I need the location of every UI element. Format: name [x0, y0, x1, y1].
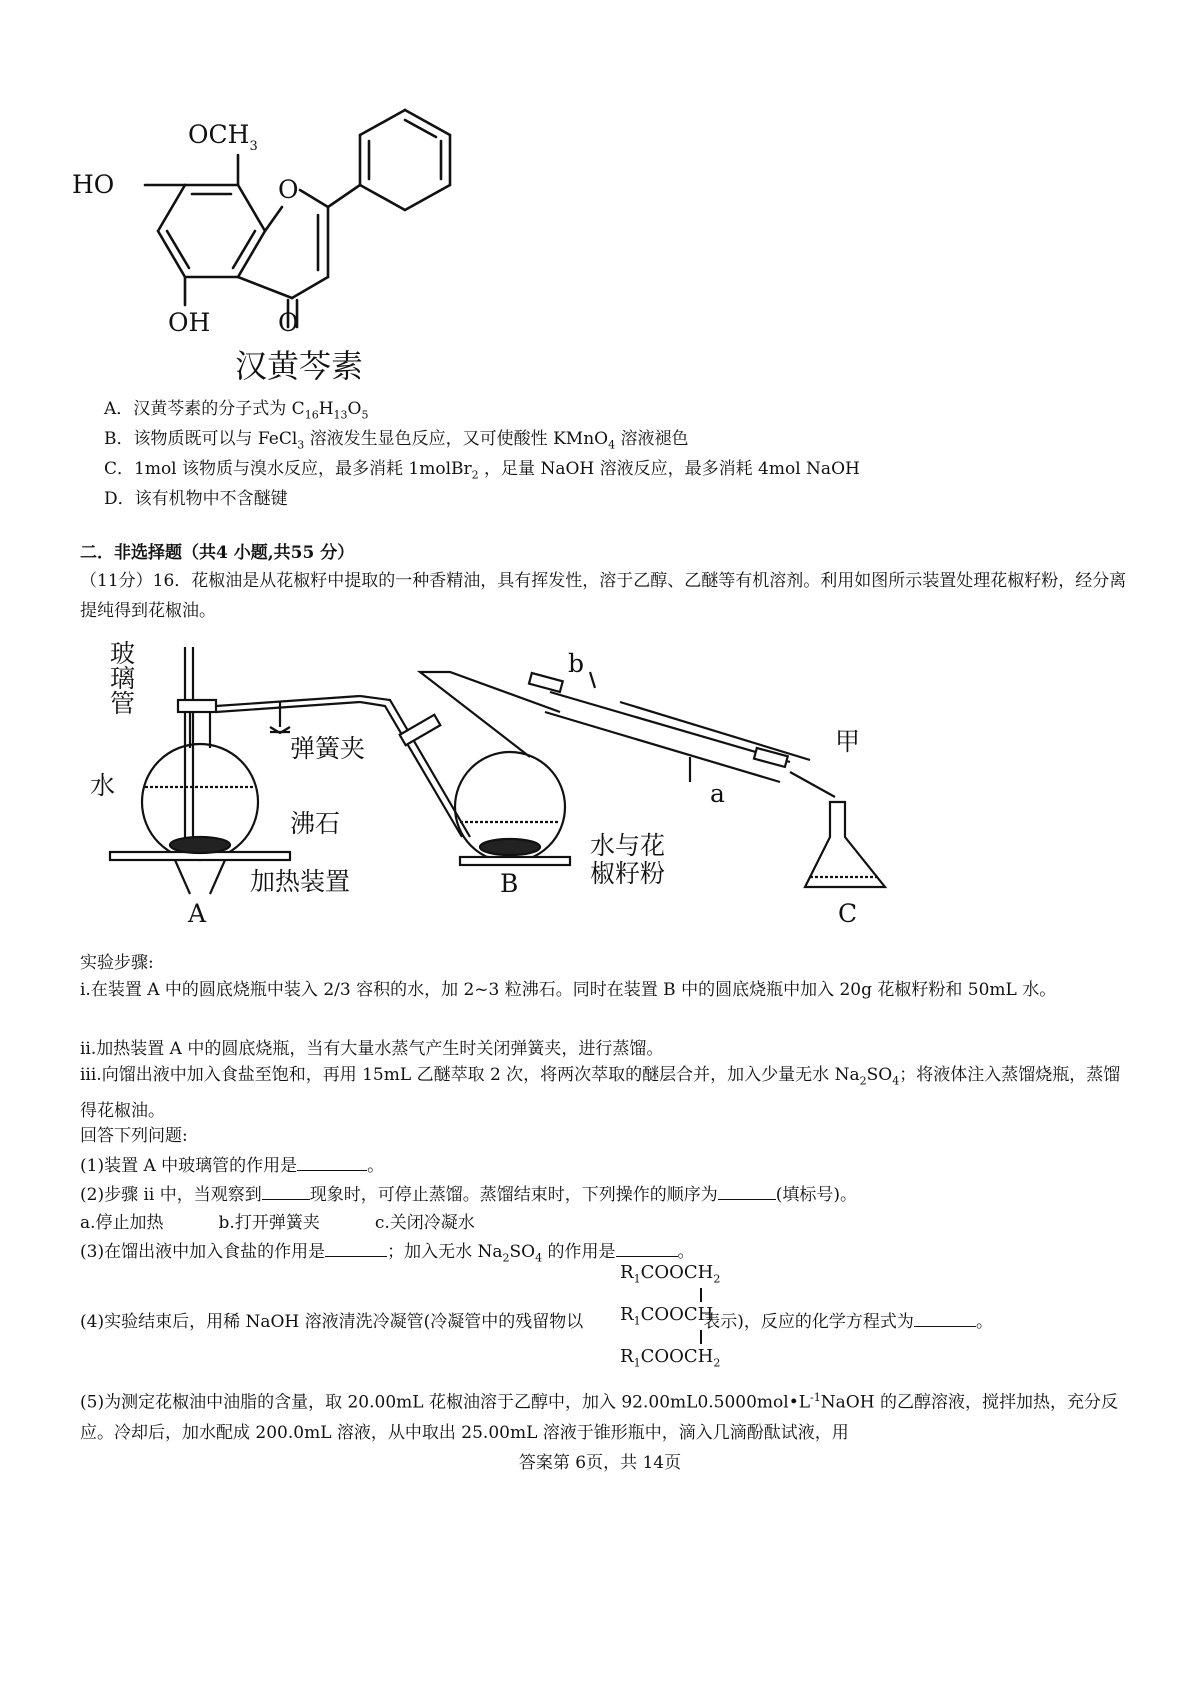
ester-mid: $R_1COOCH$ — [620, 1304, 714, 1328]
oh-label: OH — [168, 308, 211, 337]
step-iii: iii.向馏出液中加入食盐至饱和，再用 15mL 乙醚萃取 2 次，将两次萃取的醚层合并，加入少量无水 $Na_2SO_4$；将液体注入蒸馏烧瓶，蒸馏得花椒油。 — [80, 1065, 1121, 1122]
question-4: (4)实验结束后，用稀 NaOH 溶液清洗冷凝管(冷凝管中的残留物以 表示)，反应的化学方程式为 。 — [80, 1312, 993, 1332]
label-glass-tube-1: 玻 — [110, 639, 136, 668]
page-footer: 答案第 6页，共 14页 — [518, 1453, 682, 1473]
question-2-options: a.停止加热 b.打开弹簧夹 c.关闭冷凝水 — [80, 1213, 475, 1233]
answer-blank-2a[interactable] — [262, 1183, 310, 1200]
option-d: D．该有机物中不含醚键 — [104, 489, 288, 509]
ring-oxygen-label: O — [278, 175, 299, 204]
keto-oxygen-label: O — [278, 308, 299, 337]
label-glass-tube-3: 管 — [110, 689, 136, 718]
ester-bot: $R_1COOCH_2$ — [620, 1346, 721, 1370]
answer-blank-3a[interactable] — [325, 1240, 387, 1257]
label-a: a — [710, 779, 725, 808]
structure-caption: 汉黄芩素 — [235, 347, 364, 385]
question-1: (1)装置 A 中玻璃管的作用是 。 — [80, 1156, 385, 1176]
answer-blank-2b[interactable] — [718, 1183, 776, 1200]
label-glass-tube-2: 璃 — [110, 664, 136, 693]
steps-title: 实验步骤: — [80, 953, 154, 973]
section-heading: 二．非选择题（共4 小题,共55 分） — [80, 543, 355, 563]
label-A: A — [188, 899, 207, 928]
label-water: 水 — [90, 771, 116, 800]
label-heater: 加热装置 — [250, 867, 351, 896]
label-B: B — [500, 869, 519, 898]
label-jia: 甲 — [835, 727, 861, 756]
question-5: (5)为测定花椒油中油脂的含量，取 20.00mL 花椒油溶于乙醇中，加入 $92.00mL0.5000mol•L^{-1}NaOH$ 的乙醇溶液，搅拌加热，充分反应。冷却后，加水配成 200.0mL 溶液，从中取出 25.00mL 溶液于锥形瓶中，滴入几滴酚酞试液，用 — [80, 1391, 1118, 1443]
q16-intro: （11分）16．花椒油是从花椒籽中提取的一种香精油，具有挥发性，溶于乙醇、乙醚等有机溶剂。利用如图所示装置处理花椒籽粉，经分离提纯得到花椒油。 — [80, 571, 1127, 621]
answer-blank-4[interactable] — [914, 1310, 976, 1327]
answer-prompt: 回答下列问题: — [80, 1126, 188, 1146]
label-C: C — [838, 899, 858, 928]
label-clamp: 弹簧夹 — [290, 734, 366, 763]
label-boiling-stone: 沸石 — [290, 809, 341, 838]
label-water-pepper-2: 椒籽粉 — [590, 859, 666, 888]
option-c: C．1mol 该物质与溴水反应，最多消耗 1molBr$_2$ ，足量 NaOH 溶液反应，最多消耗 4mol NaOH — [104, 459, 860, 482]
ho-label: HO — [72, 170, 115, 199]
chemical-structure — [60, 95, 500, 395]
ester-top: $R_1COOCH_2$ — [620, 1262, 721, 1286]
step-i: i.在装置 A 中的圆底烧瓶中装入 2/3 容积的水，加 2~3 粒沸石。同时在装置 B 中的圆底烧瓶中加入 20g 花椒籽粉和 50mL 水。 — [80, 980, 1057, 1000]
question-2: (2)步骤 ii 中，当观察到 现象时，可停止蒸馏。蒸馏结束时，下列操作的顺序为 (填标号)。 — [80, 1185, 858, 1205]
och3-label: $OCH_3$ — [188, 120, 258, 154]
answer-blank-3b[interactable] — [616, 1240, 678, 1257]
apparatus-diagram — [90, 632, 940, 932]
label-b: b — [568, 649, 585, 678]
option-a: A．汉黄芩素的分子式为 $C_{16}H_{13}O_5$ — [104, 399, 369, 422]
option-b: B．该物质既可以与 FeCl$_3$ 溶液发生显色反应，又可使酸性 KMnO$_4$ 溶液褪色 — [104, 429, 689, 452]
answer-blank-1[interactable] — [297, 1154, 367, 1171]
step-ii: ii.加热装置 A 中的圆底烧瓶，当有大量水蒸气产生时关闭弹簧夹，进行蒸馏。 — [80, 1039, 664, 1059]
label-water-pepper-1: 水与花 — [590, 831, 666, 860]
question-3: (3)在馏出液中加入食盐的作用是 ；加入无水 $Na_2SO_4$ 的作用是 。 — [80, 1242, 695, 1265]
